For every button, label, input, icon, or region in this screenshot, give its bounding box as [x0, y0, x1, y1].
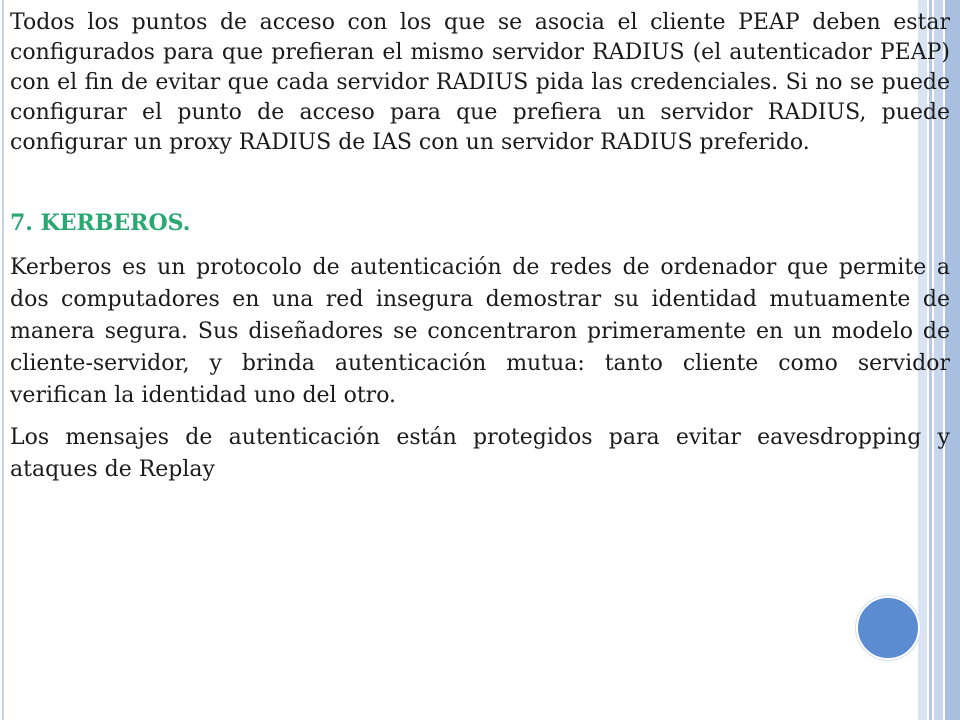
- paragraph-kerberos-intro: Kerberos es un protocolo de autenticación de redes de ordenador que permite a dos computadores en una red insegura demostrar su identidad mutuamente de manera segura. Sus diseñadores se concentraron primeramente en un modelo de cliente-servidor, y brinda autenticación mutua: tanto cliente como servidor verifican la identidad uno del otro.: [10, 255, 950, 408]
- decorative-circle: [856, 596, 920, 660]
- paragraph-kerberos-messages: Los mensajes de autenticación están protegidos para evitar eavesdropping y ataques de Replay: [10, 425, 950, 482]
- section-heading: 7. KERBEROS.: [10, 210, 191, 236]
- slide-content: [10, 8, 950, 486]
- paragraph-peap: Todos los puntos de acceso con los que se asocia el cliente PEAP deben estar configurados para que prefieran el mismo servidor RADIUS (el autenticador PEAP) con el fin de evitar que cada servidor RADIUS pida las credenciales. Si no se puede configurar el punto de acceso para que prefiera un servidor RADIUS, puede configurar un proxy RADIUS de IAS con un servidor RADIUS preferido.: [10, 10, 950, 155]
- left-border-line: [2, 0, 4, 720]
